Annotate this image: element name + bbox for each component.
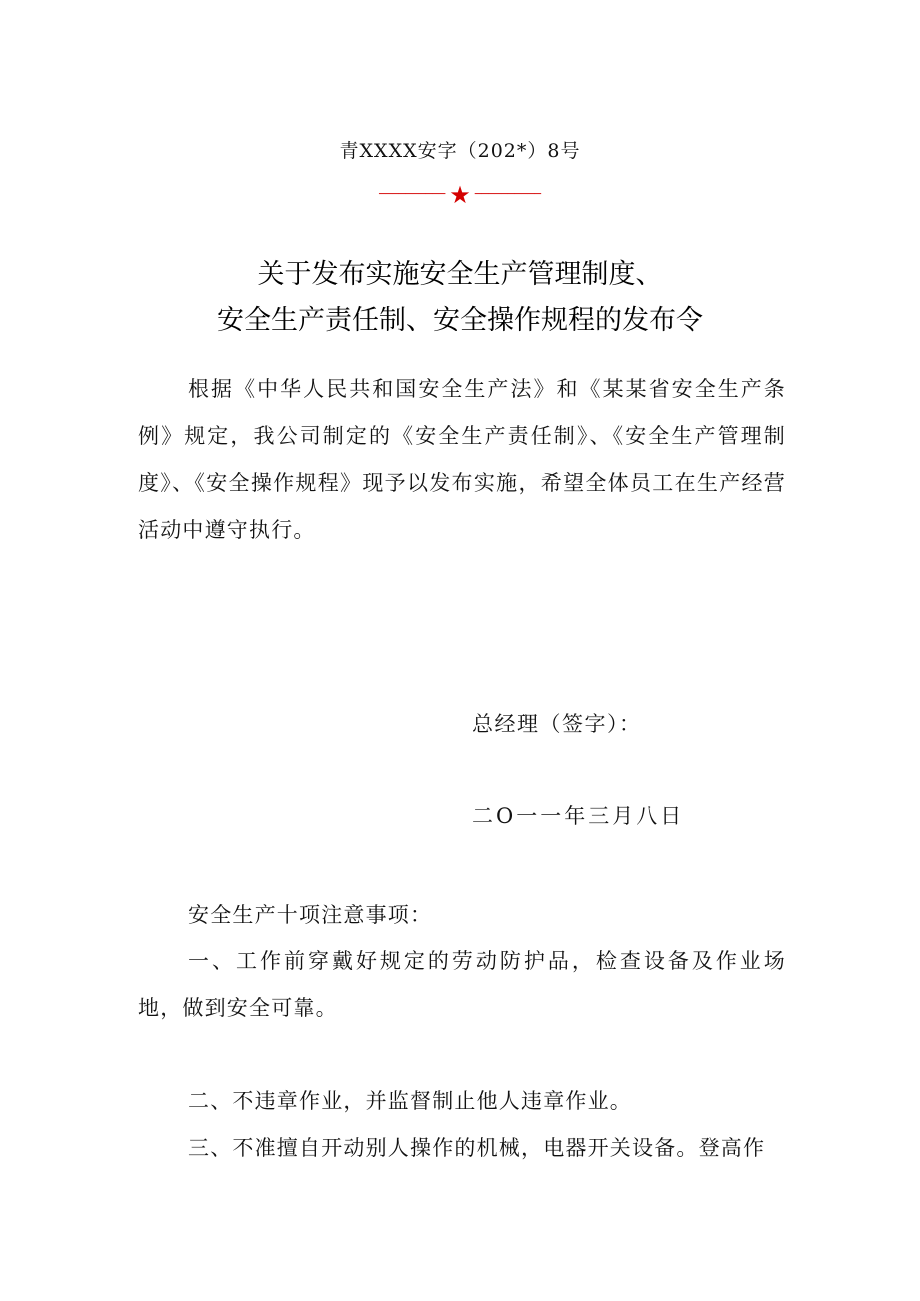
title-line-1: 关于发布实施安全生产管理制度、 <box>257 259 663 290</box>
notes-item-3: 三、不准擅自开动别人操作的机械，电器开关设备。登高作 <box>188 1136 766 1160</box>
issue-date: 二O一一年三月八日 <box>472 804 685 828</box>
document-number: 青XXXX安字（202*）8号 <box>339 140 581 162</box>
intro-paragraph: 根据《中华人民共和国安全生产法》和《某某省安全生产条例》规定，我公司制定的《安全生产责任制》、《安全生产管理制度》、《安全操作规程》现予以发布实施，希望全体员工在生产经营活动中遵守执行。 <box>138 377 786 542</box>
divider-dashes-left: ────────── <box>379 187 446 201</box>
notes-heading: 安全生产十项注意事项： <box>188 903 433 927</box>
document-title <box>0 252 920 344</box>
notes-item-1: 一、工作前穿戴好规定的劳动防护品，检查设备及作业场地，做到安全可靠。 <box>138 949 786 1020</box>
red-star-icon: ★ <box>449 180 471 209</box>
divider-dashes-right: ────────── <box>474 187 541 201</box>
signer-label: 总经理（签字）： <box>472 712 642 736</box>
notes-item-2: 二、不违章作业，并监督制止他人违章作业。 <box>188 1089 632 1113</box>
title-line-2: 安全生产责任制、安全操作规程的发布令 <box>217 305 703 336</box>
red-divider <box>0 182 920 207</box>
